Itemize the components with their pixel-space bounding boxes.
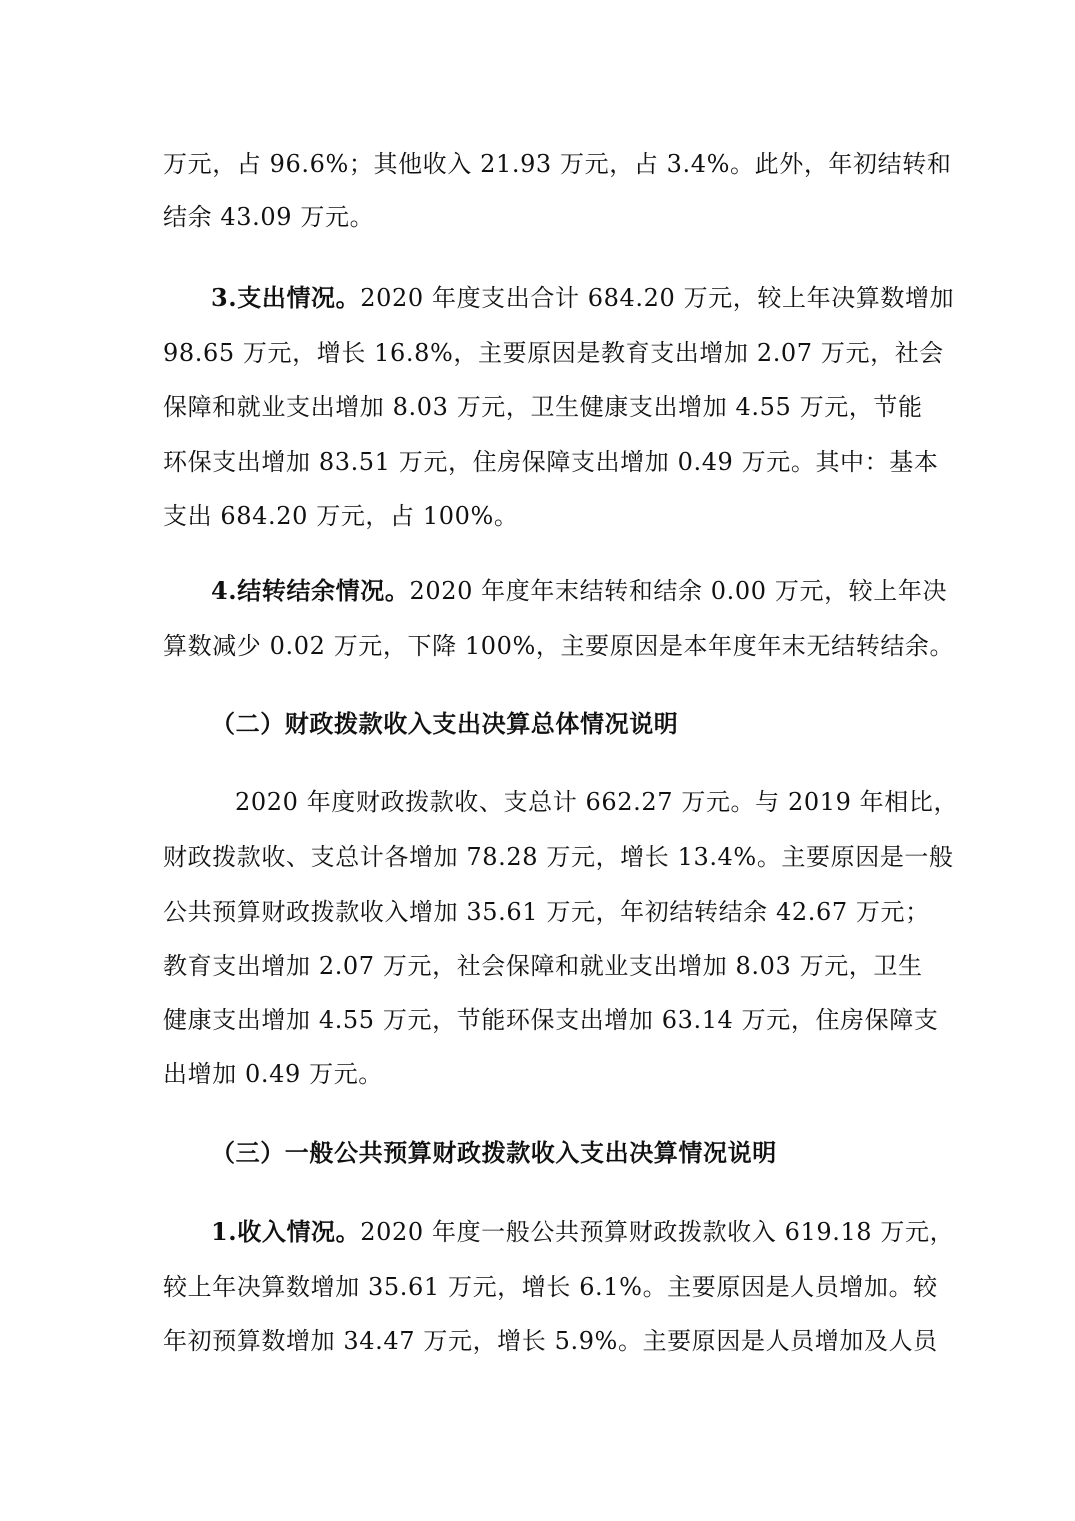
section-3-line-1-text: 2020 年度一般公共预算财政拨款收入 619.18 万元， (360, 1218, 955, 1246)
expenditure-paragraph-line-4: 环保支出增加 83.51 万元，住房保障支出增加 0.49 万元。其中：基本 (163, 448, 939, 476)
section-3-lead: 1.收入情况。 (211, 1217, 361, 1246)
section-3-heading: （三）一般公共预算财政拨款收入支出决算情况说明 (211, 1138, 777, 1167)
section-2-paragraph-line-6: 出增加 0.49 万元。 (163, 1060, 383, 1088)
section-2-heading: （二）财政拨款收入支出决算总体情况说明 (211, 709, 679, 738)
section-3-paragraph-line-3: 年初预算数增加 34.47 万元，增长 5.9%。主要原因是人员增加及人员 (163, 1327, 938, 1355)
expenditure-paragraph-line-5: 支出 684.20 万元，占 100%。 (163, 502, 519, 530)
section-2-paragraph-line-5: 健康支出增加 4.55 万元，节能环保支出增加 63.14 万元，住房保障支 (163, 1006, 939, 1034)
expenditure-line-1-text: 2020 年度支出合计 684.20 万元，较上年决算数增加 (360, 284, 955, 312)
section-2-paragraph-line-1: 2020 年度财政拨款收、支总计 662.27 万元。与 2019 年相比， (235, 788, 959, 816)
balance-lead: 4.结转结余情况。 (211, 576, 410, 605)
section-3-paragraph-line-2: 较上年决算数增加 35.61 万元，增长 6.1%。主要原因是人员增加。较 (163, 1273, 938, 1301)
section-2-paragraph-line-4: 教育支出增加 2.07 万元，社会保障和就业支出增加 8.03 万元，卫生 (163, 952, 923, 980)
expenditure-paragraph-line-1 (211, 282, 955, 314)
balance-paragraph-line-2: 算数减少 0.02 万元，下降 100%，主要原因是本年度年末无结转结余。 (163, 632, 955, 660)
expenditure-paragraph-line-2: 98.65 万元，增长 16.8%，主要原因是教育支出增加 2.07 万元，社会 (163, 339, 944, 367)
income-paragraph-line-2: 结余 43.09 万元。 (163, 203, 375, 231)
balance-line-1-text: 2020 年度年末结转和结余 0.00 万元，较上年决 (409, 577, 948, 605)
section-3-paragraph-line-1 (211, 1216, 955, 1248)
balance-paragraph-line-1 (211, 575, 948, 607)
section-2-paragraph-line-2: 财政拨款收、支总计各增加 78.28 万元，增长 13.4%。主要原因是一般 (163, 843, 954, 871)
income-paragraph-line-1: 万元，占 96.6%；其他收入 21.93 万元，占 3.4%。此外，年初结转和 (163, 150, 952, 178)
section-2-paragraph-line-3: 公共预算财政拨款收入增加 35.61 万元，年初结转结余 42.67 万元； (163, 898, 930, 926)
expenditure-lead: 3.支出情况。 (211, 283, 361, 312)
expenditure-paragraph-line-3: 保障和就业支出增加 8.03 万元，卫生健康支出增加 4.55 万元，节能 (163, 393, 923, 421)
